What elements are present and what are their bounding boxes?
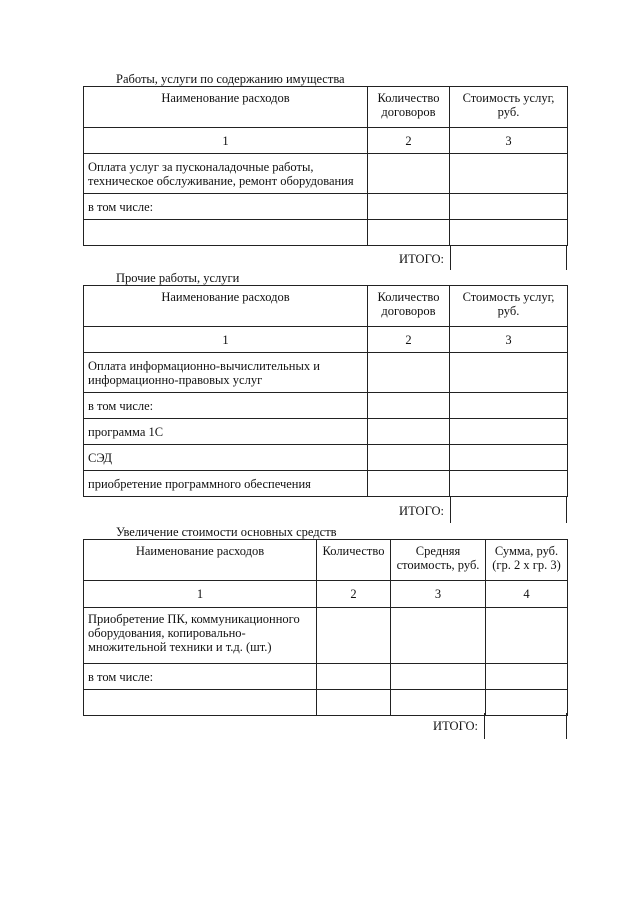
expense-name-cell: Приобретение ПК, коммуникационного оборудования, копировально-множительной техники и т.д. (шт.) [84,608,317,664]
contracts-count-cell[interactable] [368,393,450,419]
header-service-cost: Стоимость услуг, руб. [450,87,568,128]
section2-total-left-border [450,497,451,523]
other-services-table [83,285,568,497]
table-row [84,393,568,419]
total-sum-cell[interactable] [486,690,568,716]
section1-total-left-border [450,245,451,270]
column-number-3: 3 [450,128,568,154]
service-cost-cell[interactable] [450,445,568,471]
section2-total-right-border [566,497,567,523]
table-row [84,690,568,716]
service-cost-cell[interactable] [450,220,568,246]
section3-total-right-border [566,713,567,739]
service-cost-cell[interactable] [450,353,568,393]
section3-total-label: ИТОГО: [433,719,478,733]
expense-name-cell[interactable] [84,690,317,716]
total-sum-cell[interactable] [486,608,568,664]
table-row [84,608,568,664]
section3-total-left-border [484,713,485,739]
expense-name-cell: СЭД [84,445,368,471]
average-cost-cell[interactable] [391,664,486,690]
expense-name-cell: Оплата информационно-вычислительных и информационно-правовых услуг [84,353,368,393]
table-row [84,194,568,220]
fixed-assets-table [83,539,568,716]
expense-name-cell: в том числе: [84,664,317,690]
expense-name-cell: Оплата услуг за пусконаладочные работы, техническое обслуживание, ремонт оборудования [84,154,368,194]
header-service-cost: Стоимость услуг, руб. [450,286,568,327]
service-cost-cell[interactable] [450,419,568,445]
column-number-1: 1 [84,581,317,608]
contracts-count-cell[interactable] [368,445,450,471]
expense-name-cell: программа 1С [84,419,368,445]
contracts-count-cell[interactable] [368,220,450,246]
section2-total-label: ИТОГО: [399,504,444,518]
service-cost-cell[interactable] [450,154,568,194]
section1-total-label: ИТОГО: [399,252,444,266]
contracts-count-cell[interactable] [368,419,450,445]
column-number-4: 4 [486,581,568,608]
section1-caption: Работы, услуги по содержанию имущества [116,72,345,86]
expense-name-cell: в том числе: [84,393,368,419]
header-quantity: Количество [317,540,391,581]
contracts-count-cell[interactable] [368,154,450,194]
column-number-2: 2 [368,327,450,353]
section1-total-right-border [566,245,567,270]
header-expense-name: Наименование расходов [84,87,368,128]
column-number-2: 2 [317,581,391,608]
total-sum-cell[interactable] [486,664,568,690]
contracts-count-cell[interactable] [368,194,450,220]
average-cost-cell[interactable] [391,608,486,664]
column-number-1: 1 [84,128,368,154]
expense-name-cell: приобретение программного обеспечения [84,471,368,497]
table-row [84,220,568,246]
section3-caption: Увеличение стоимости основных средств [116,525,337,539]
service-cost-cell[interactable] [450,194,568,220]
header-expense-name: Наименование расходов [84,540,317,581]
service-cost-cell[interactable] [450,393,568,419]
header-contracts-count: Количество договоров [368,87,450,128]
column-number-1: 1 [84,327,368,353]
service-cost-cell[interactable] [450,471,568,497]
quantity-cell[interactable] [317,664,391,690]
contracts-count-cell[interactable] [368,353,450,393]
expense-name-cell: в том числе: [84,194,368,220]
header-expense-name: Наименование расходов [84,286,368,327]
table-row [84,353,568,393]
column-number-3: 3 [391,581,486,608]
table-row [84,664,568,690]
expense-name-cell[interactable] [84,220,368,246]
quantity-cell[interactable] [317,690,391,716]
table-row [84,154,568,194]
table-row [84,419,568,445]
column-number-2: 2 [368,128,450,154]
column-number-3: 3 [450,327,568,353]
average-cost-cell[interactable] [391,690,486,716]
maintenance-services-table [83,86,568,246]
table-row [84,471,568,497]
header-contracts-count: Количество договоров [368,286,450,327]
contracts-count-cell[interactable] [368,471,450,497]
quantity-cell[interactable] [317,608,391,664]
header-average-cost: Средняя стоимость, руб. [391,540,486,581]
section2-caption: Прочие работы, услуги [116,271,240,285]
table-row [84,445,568,471]
header-total-sum: Сумма, руб. (гр. 2 х гр. 3) [486,540,568,581]
